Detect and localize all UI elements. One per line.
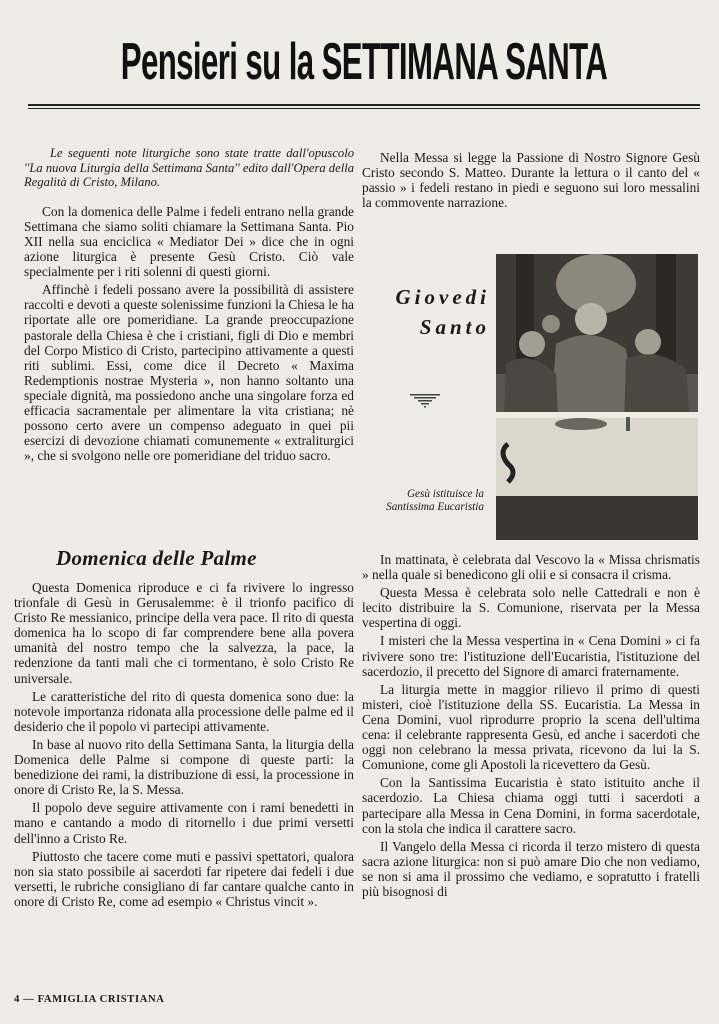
paragraph: In base al nuovo rito della Settimana Santa, la liturgia della Domenica delle Palme si compone di queste parti: la benedizione dei rami, la distribuzione di essi, la processione in onore di Cristo Re, la S. Messa.: [14, 736, 354, 798]
paragraph: Nella Messa si legge la Passione di Nostro Signore Gesù Cristo secondo S. Matteo. Durante la lettura o il canto del « passio » i fedeli restano in piedi e seguono sui loro messalini la commovente narrazione.: [362, 150, 700, 211]
paragraph: Piuttosto che tacere come muti e passivi spettatori, qualora non sia stato possibile ai sacerdoti far ripetere dai fedeli i due versetti, le rubriche consigliano di far cantare qualche canto in onore di Cristo Re, come ad esempio « Christus vincit ».: [14, 848, 354, 909]
section-heading-palme: Domenica delle Palme: [56, 546, 257, 570]
paragraph: Questa Messa è celebrata solo nelle Cattedrali e non è lecito distribuire la S. Comunione, riservata per la Messa vespertina di oggi.: [362, 585, 700, 631]
paragraph: Questa Domenica riproduce e ci fa rivivere lo ingresso trionfale di Gesù in Gerusalemme: è il trionfo pacifico di Cristo Re messianico, principe della vera pace. Il rito di questa domenica ha lo scopo di far comprendere bene alla povera umanità del nostro tempo che la salvezza, la pace, la redenzione da tanti mali che ci tormentano, è solo Cristo Re universale.: [14, 580, 354, 686]
paragraph: Affinchè i fedeli possano avere la possibilità di assistere raccolti e devoti a queste solenissime funzioni la Chiesa le ha riportate alle ore pomeridiane. La grande preoccupazione pastorale della Chiesa è che i cristiani, figli di Dio e membri del Corpo Mistico di Cristo, partecipino attivamente a questi riti sublimi. Essi, come dice il Decreto « Maxima Redemptionis nostrae Mysteria », non hanno soltanto una speciale dignità, ma possiedono anche una singolare forza ed efficacia sacramentale per alimentare la vita cristiana; nè possono certo avere un compenso adeguato in quei pii esercizi di devozione chiamati comunemente « extraliturgici », che si svolgono nelle ore pomeridiane del triduo sacro.: [24, 282, 354, 464]
last-supper-picture: [496, 254, 698, 540]
left-column-palme: [14, 580, 354, 909]
right-column-top: [362, 150, 700, 210]
intro-text: Le seguenti note liturgiche sono state tratte dall'opuscolo ''La nuova Liturgia della Settimana Santa'' edito dall'Opera della Regalità di Cristo, Milano.: [24, 146, 354, 190]
left-column-top: [24, 146, 354, 463]
paragraph: La liturgia mette in maggior rilievo il primo di questi misteri, cioè l'istituzione della SS. Eucaristia. La Messa in Cena Domini, vuol riprodurre proprio la scena dell'ultima cena: il celebrante rappresenta Gesù, ed anche i sacerdoti che oggi non celebrano la messa privata, ricevono da lui la S. Comunione, come gli Apostoli la ricevettero da Gesù.: [362, 681, 700, 773]
masthead: [0, 0, 719, 110]
paragraph: Con la Santissima Eucaristia è stato istituito anche il sacerdozio. La Chiesa chiama oggi tutti i sacerdoti a partecipare alla Messa in Cena Domini, in forma sacerdotale, con la stola che indica il carattere sacro.: [362, 775, 700, 836]
paragraph: Le caratteristiche del rito di questa domenica sono due: la notevole importanza ridonata alla processione delle palme ed il desiderio che il popolo vi partecipi attivamente.: [14, 688, 354, 734]
paragraph: Il Vangelo della Messa ci ricorda il terzo mistero di questa sacra azione liturgica: non si può amare Dio che non vediamo, se non si ama il prossimo che vediamo, e sopratutto i fratelli più bisognosi di: [362, 838, 700, 899]
page-footer: 4 — FAMIGLIA CRISTIANA: [14, 994, 165, 1005]
heading-line: Santo: [419, 315, 490, 339]
intro-note: [24, 146, 354, 190]
section-heading-giovedi: [360, 282, 490, 342]
title-rule-thick: [28, 104, 700, 106]
ornament-icon: [410, 394, 440, 408]
paragraph: Con la domenica delle Palme i fedeli entrano nella grande Settimana che siamo soliti chiamare la Settimana Santa. Pio XII nella sua enciclica « Mediator Dei » dice che in ogni azione liturgica è presente Gesù Cristo. Ciò vale specialmente per i riti solenni di questi giorni.: [24, 203, 354, 280]
picture-caption: Gesù istituisce la Santissima Eucaristia: [386, 488, 484, 514]
title-rule-thin: [28, 108, 700, 109]
paragraph: In mattinata, è celebrata dal Vescovo la « Missa chrismatis » nella quale si benedicono gli olii e si consacra il crisma.: [362, 552, 700, 583]
paragraph: I misteri che la Messa vespertina in « Cena Domini » ci fa rivivere sono tre: l'istituzione dell'Eucaristia, l'istituzione del sacerdozio, il precetto del Signore di amarci fraternamente.: [362, 633, 700, 679]
paragraph: Il popolo deve seguire attivamente con i rami benedetti in mano e cantando a modo di ritornello i due primi versetti dell'inno a Cristo Re.: [14, 800, 354, 846]
heading-line: Giovedi: [395, 285, 490, 309]
right-column-giovedi: [362, 552, 700, 899]
page-title: Pensieri su la SETTIMANA SANTA: [120, 33, 608, 91]
